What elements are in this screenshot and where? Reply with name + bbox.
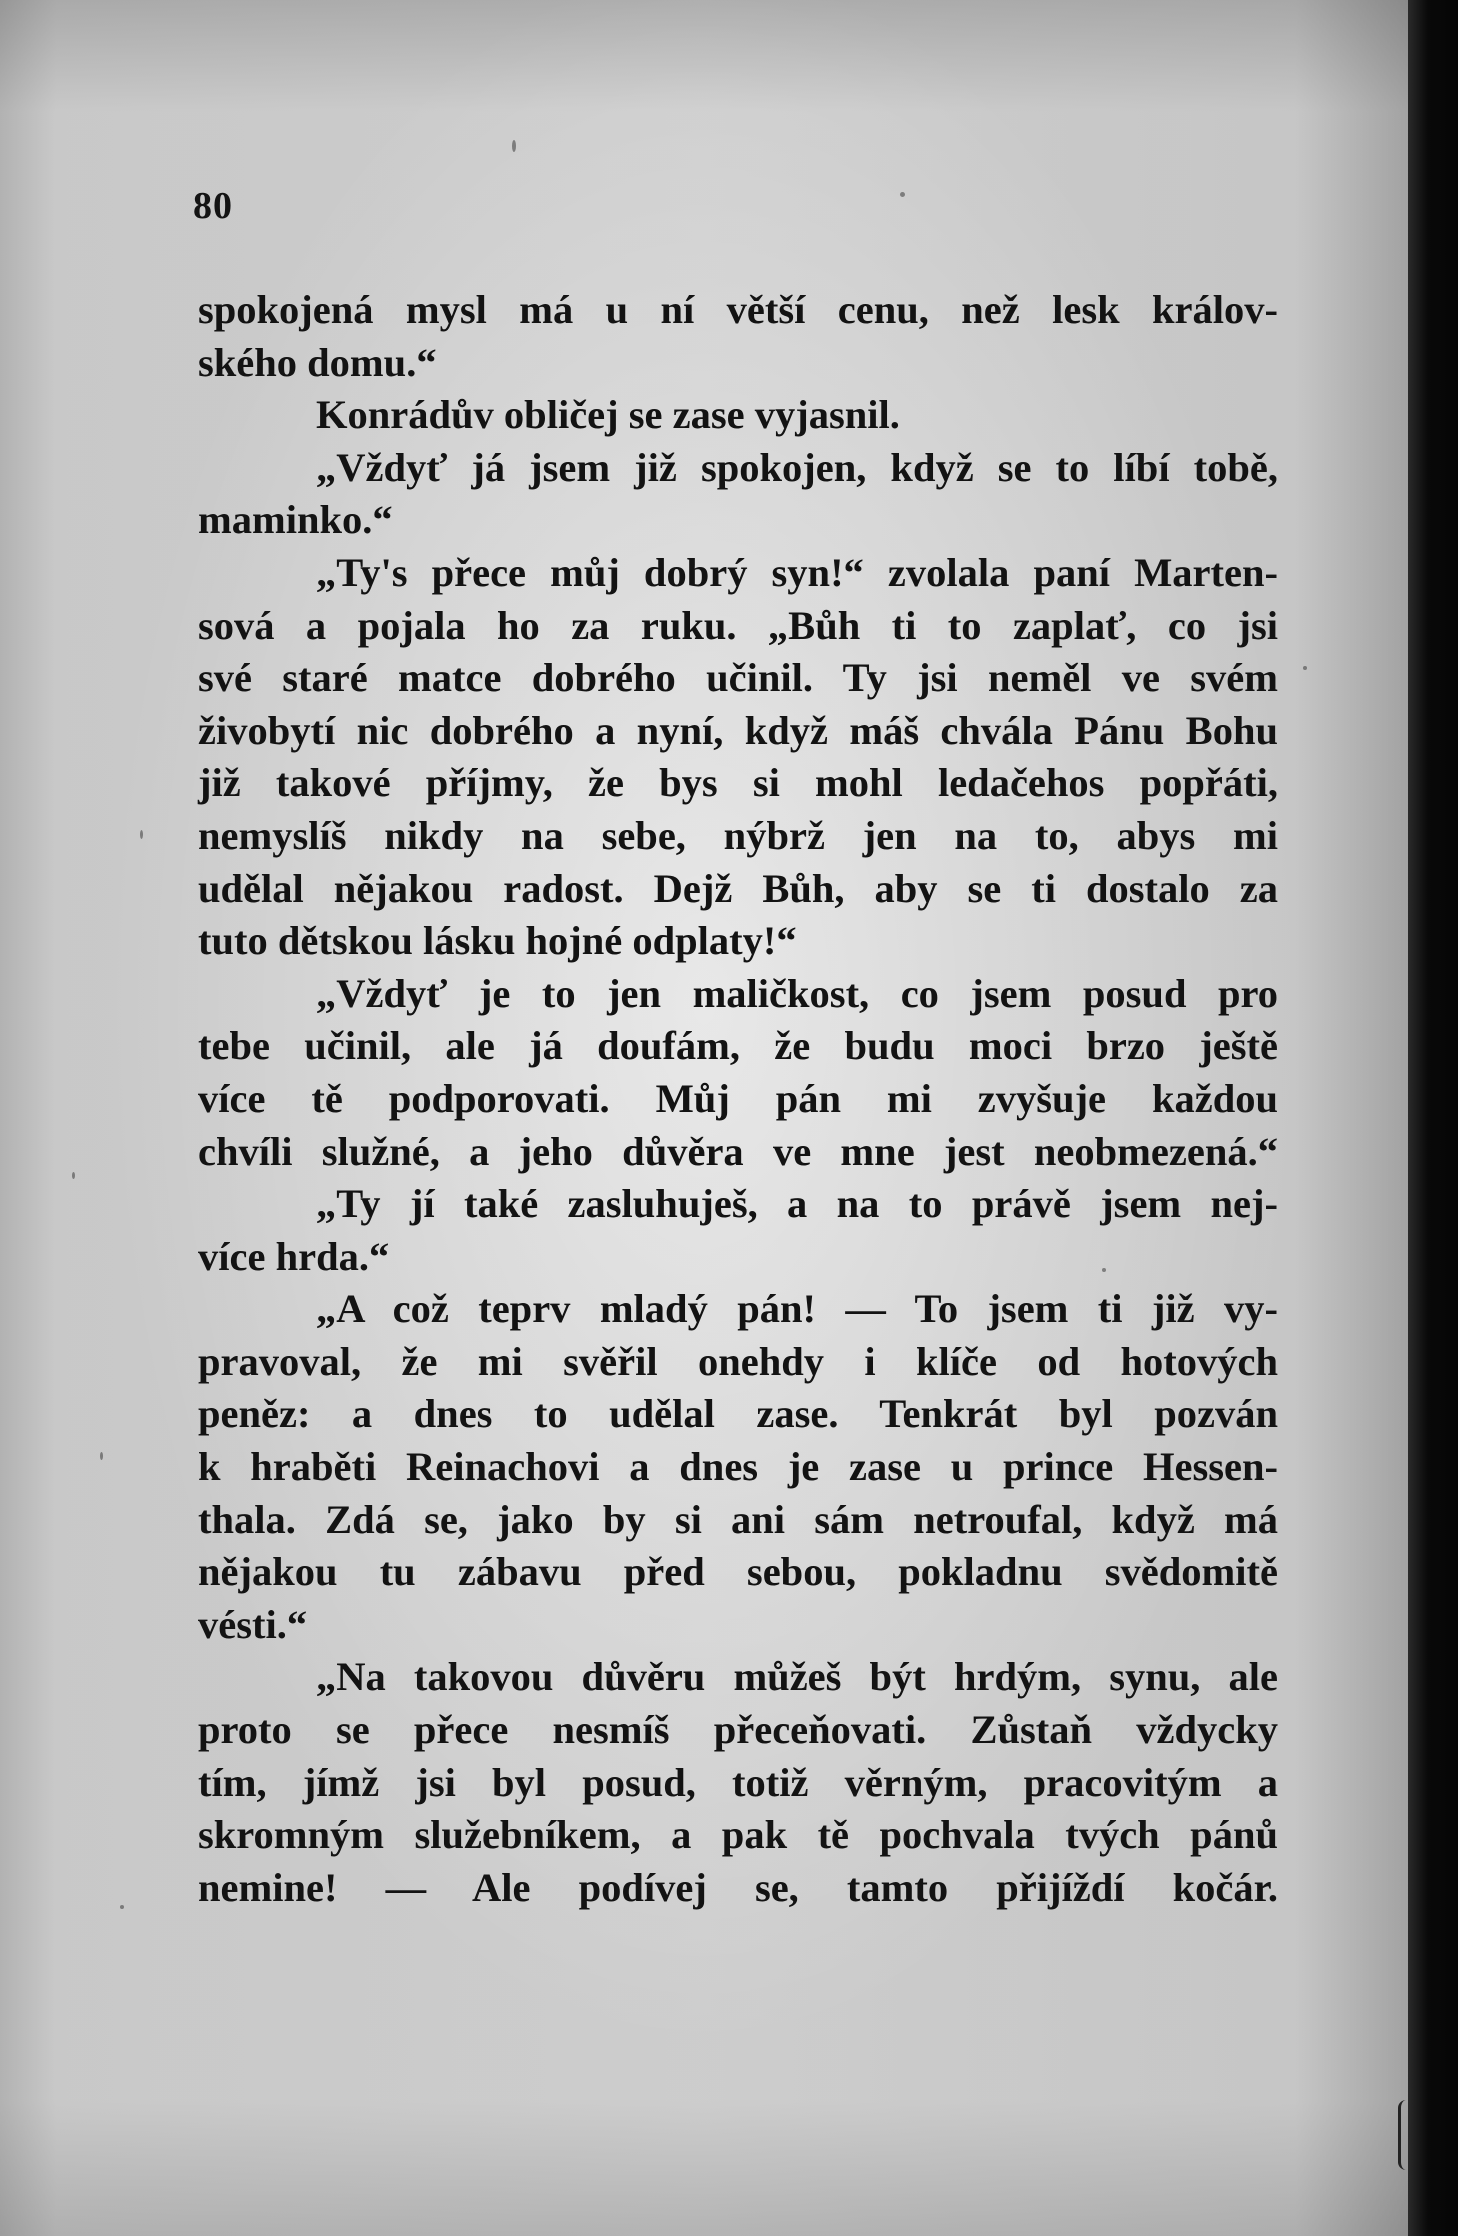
text-line: vésti.“ xyxy=(198,1601,308,1647)
scan-speck xyxy=(1102,1268,1106,1272)
text-line: nemine! — Ale podívej se, tamto přijíždí kočár. xyxy=(198,1864,1278,1910)
text-line: „Ty's přece můj dobrý syn!“ zvolala paní Marten- xyxy=(316,549,1278,595)
text-line: peněz: a dnes to udělal zase. Tenkrát byl pozván xyxy=(198,1391,1278,1437)
scan-speck xyxy=(140,830,143,839)
text-line: proto se přece nesmíš přeceňovati. Zůstaň vždycky xyxy=(198,1707,1278,1753)
text-line: „Vždyť já jsem již spokojen, když se to líbí tobě, xyxy=(316,444,1278,490)
scan-border xyxy=(1408,0,1458,2236)
scan-speck xyxy=(512,140,516,152)
scan-speck xyxy=(1303,666,1307,670)
margin-mark xyxy=(1398,2100,1408,2170)
text-line: ského domu.“ xyxy=(198,339,437,385)
text-line: své staré matce dobrého učinil. Ty jsi neměl ve svém xyxy=(198,655,1278,701)
text-line: chvíli služné, a jeho důvěra ve mne jest neobmezená.“ xyxy=(198,1128,1278,1174)
scan-speck xyxy=(72,1172,75,1179)
text-line: tebe učinil, ale já doufám, že budu moci brzo ještě xyxy=(198,1023,1278,1069)
text-line: více hrda.“ xyxy=(198,1233,390,1279)
text-line: sová a pojala ho za ruku. „Bůh ti to zaplať, co jsi xyxy=(198,602,1278,648)
text-line: již takové příjmy, že bys si mohl ledačehos popřáti, xyxy=(198,760,1278,806)
text-line: spokojená mysl má u ní větší cenu, než lesk králov- xyxy=(198,287,1278,332)
scan-speck xyxy=(120,1905,124,1909)
text-line: udělal nějakou radost. Dejž Bůh, aby se ti dostalo za xyxy=(198,865,1278,911)
text-line: „Na takovou důvěru můžeš být hrdým, synu, ale xyxy=(316,1654,1278,1700)
text-line: „Ty jí také zasluhuješ, a na to právě jsem nej- xyxy=(316,1181,1278,1227)
text-line: maminko.“ xyxy=(198,497,393,543)
text-line: nějakou tu zábavu před sebou, pokladnu svědomitě xyxy=(198,1549,1278,1595)
text-line: tuto dětskou lásku hojné odplaty!“ xyxy=(198,918,797,964)
text-line: více tě podporovati. Můj pán mi zvyšuje každou xyxy=(198,1075,1278,1121)
text-line: živobytí nic dobrého a nyní, když máš chvála Pánu Bohu xyxy=(198,707,1278,753)
scan-speck xyxy=(900,192,905,197)
text-line: pravoval, že mi svěřil onehdy i klíče od hotových xyxy=(198,1338,1278,1384)
text-line: „A což teprv mladý pán! — To jsem ti již vy- xyxy=(316,1286,1278,1332)
text-line: skromným služebníkem, a pak tě pochvala tvých pánů xyxy=(198,1812,1278,1858)
text-line: Konrádův obličej se zase vyjasnil. xyxy=(316,392,900,438)
text-line: „Vždyť je to jen maličkost, co jsem posud pro xyxy=(316,970,1278,1016)
text-line: k hraběti Reinachovi a dnes je zase u prince Hessen- xyxy=(198,1444,1278,1490)
body-text xyxy=(198,284,1278,1914)
text-line: tím, jímž jsi byl posud, totiž věrným, pracovitým a xyxy=(198,1759,1278,1805)
scan-speck xyxy=(100,1452,103,1460)
text-line: nemyslíš nikdy na sebe, nýbrž jen na to, abys mi xyxy=(198,812,1278,858)
text-line: thala. Zdá se, jako by si ani sám netroufal, když má xyxy=(198,1496,1278,1542)
page-number: 80 xyxy=(193,185,233,227)
